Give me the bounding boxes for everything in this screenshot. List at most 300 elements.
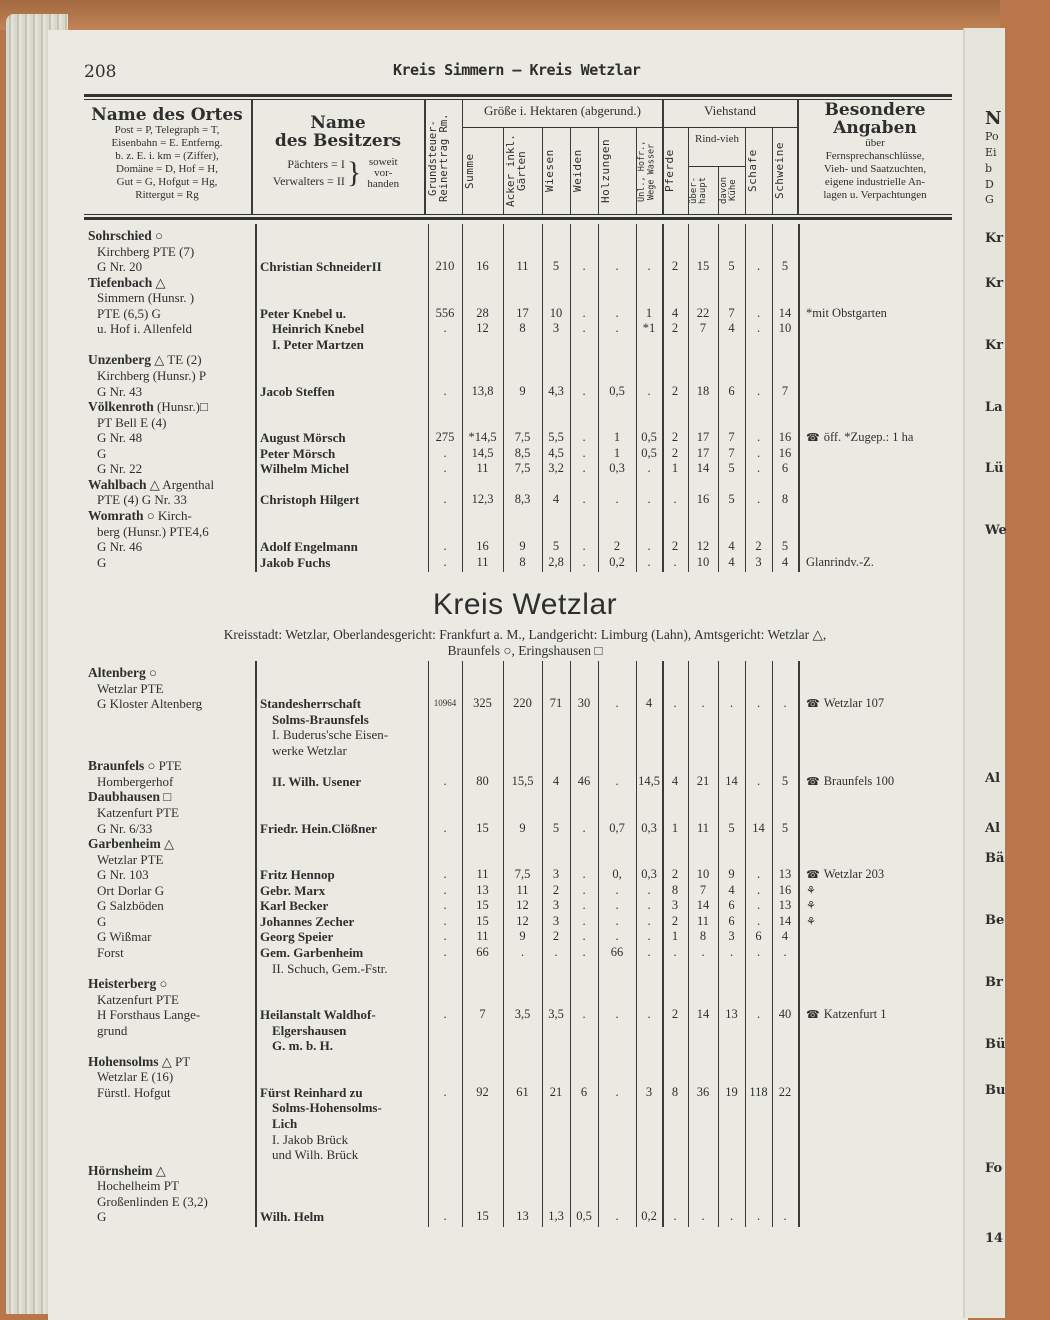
table-row (0, 789, 1000, 805)
value-cell: 556 (435, 305, 455, 320)
table-row (0, 727, 1000, 743)
table-row (0, 743, 1000, 759)
facing-page-text-fragment: La (985, 400, 1003, 415)
value-cell: 4 (728, 539, 735, 553)
value-cell: . (615, 929, 619, 944)
owner-name: Christoph Hilgert (260, 492, 360, 508)
tax-column-header: Grundsteuer-Reinertrag Rm. (427, 113, 450, 203)
value-cell: 2 (671, 430, 679, 445)
place-name-bold: Braunfels (88, 758, 145, 774)
table-row (0, 275, 1000, 291)
place-detail: Katzenfurt PTE (97, 805, 179, 820)
value-cell: . (701, 1209, 705, 1224)
notes-column-header (800, 101, 950, 202)
value-cell: 3 (728, 929, 735, 944)
facing-page-text-fragment: Br (985, 975, 1003, 990)
remark (806, 555, 874, 571)
table-row (0, 368, 1000, 384)
owner-name: Gebr. Marx (260, 882, 326, 898)
value-cell: 14,5 (638, 773, 660, 788)
value-cell: 2 (755, 539, 762, 553)
area-column-header-5: Unl., Hofr., Wege Wasser (637, 140, 657, 203)
value-cell: 28 (476, 305, 489, 320)
place-detail: G Nr. 43 (97, 383, 143, 399)
value-cell: 6 (755, 929, 762, 944)
value-cell: 11 (516, 259, 529, 274)
value-cell: 10 (696, 554, 710, 569)
owner-legend-tenant: Pächters = I (287, 157, 345, 171)
notes-legend-line: Vieh- und Saatzuchten, (823, 163, 927, 175)
value-cell: 22 (696, 305, 710, 320)
table-row (0, 883, 1000, 899)
value-cell: 5 (552, 259, 560, 274)
place-detail: G Nr. 22 (97, 461, 143, 477)
place-name-bold: Wahlbach (88, 476, 147, 492)
table-row (0, 399, 1000, 415)
value-cell: 13 (725, 1007, 738, 1022)
value-cell: . (615, 305, 619, 320)
table-row (0, 961, 1000, 977)
value-cell: 10 (778, 321, 792, 336)
value-cell: 2,8 (548, 554, 564, 569)
value-cell: 19 (725, 1084, 738, 1099)
value-cell: 15 (476, 898, 489, 913)
place-name (88, 477, 214, 493)
value-cell: . (615, 773, 619, 788)
value-cell: 13 (476, 882, 489, 897)
table-row (0, 461, 1000, 477)
notes-legend-line: lagen u. Verpachtungen (823, 189, 927, 201)
place-name (88, 228, 163, 244)
value-cell: . (443, 913, 447, 928)
cattle-column-header-0: über-haupt (689, 176, 708, 204)
place-name (88, 665, 157, 681)
place-symbol-and-station: △ PT (158, 1053, 191, 1069)
table-row (0, 352, 1000, 368)
table-row (0, 852, 1000, 868)
remark-text: Braunfels 100 (823, 773, 895, 788)
value-cell: 1 (671, 820, 679, 835)
place-name (88, 399, 208, 415)
value-cell: . (756, 383, 761, 398)
owner-name: Elgershausen (272, 1022, 347, 1038)
value-cell: 0,3 (641, 820, 657, 835)
place-detail: Forst (97, 944, 124, 960)
breeding-farm-icon: ⚘ (806, 899, 816, 913)
value-cell: 0,5 (609, 383, 625, 398)
value-cell: 36 (696, 1084, 710, 1099)
table-row (0, 805, 1000, 821)
value-cell: 11 (516, 882, 529, 897)
running-title: Kreis Simmern — Kreis Wetzlar (393, 61, 641, 79)
table-row (0, 898, 1000, 914)
place-column-legend (84, 124, 250, 202)
table-row (0, 446, 1000, 462)
value-cell: 6 (728, 913, 735, 928)
owner-name: Heilanstalt Waldhof- (260, 1007, 376, 1023)
place-name (88, 836, 174, 852)
value-cell: 11 (476, 554, 489, 569)
place-detail: Kirchberg PTE (7) (97, 243, 195, 259)
place-name-bold: Hohensolms (88, 1053, 159, 1069)
table-row (0, 1038, 1000, 1054)
value-cell: 15 (476, 913, 489, 928)
value-cell: 16 (778, 445, 792, 460)
table-row (0, 665, 1000, 681)
value-cell: . (647, 259, 651, 274)
livestock-group-rule (662, 127, 798, 128)
value-cell: *1 (642, 321, 656, 336)
notes-legend-line: Fernsprechanschlüsse, (825, 150, 925, 162)
place-legend-line: Gut = G, Hofgut = Hg, (116, 176, 218, 188)
value-cell: 3,2 (548, 461, 564, 476)
owner-name: Peter Knebel u. (260, 305, 347, 321)
value-cell: 12 (516, 913, 529, 928)
place-name-bold: Daubhausen (88, 789, 161, 805)
table-row (0, 929, 1000, 945)
place-detail: G Nr. 46 (97, 539, 143, 554)
remark-text: öff. *Zugep.: 1 ha (823, 430, 914, 445)
place-name-bold: Womrath (88, 507, 144, 523)
value-cell: 66 (476, 944, 489, 959)
value-cell: 0,7 (609, 820, 625, 835)
place-symbol-and-station: △ TE (2) (151, 352, 202, 368)
value-cell: 13 (516, 1209, 529, 1224)
value-cell: . (756, 696, 761, 711)
table-row (0, 992, 1000, 1008)
table-row (0, 836, 1000, 852)
cattle-group-rule (688, 166, 745, 167)
value-cell: 14 (778, 305, 792, 320)
value-cell: 325 (473, 696, 492, 711)
section-subtitle-line-1: Kreisstadt: Wetzlar, Oberlandesgericht: Frankfurt a. M., Landgericht: Limburg (Lahn), Amtsgericht: Wetzlar △, (223, 627, 827, 642)
place-detail: PT Bell E (4) (97, 414, 167, 430)
value-cell: 5 (781, 773, 789, 788)
value-cell: 8 (781, 492, 789, 507)
value-cell: 3 (671, 898, 679, 913)
value-cell: . (582, 445, 586, 460)
value-cell: . (756, 445, 761, 460)
value-cell: 11 (696, 820, 710, 835)
value-cell: . (615, 492, 619, 507)
value-cell: . (443, 929, 447, 944)
value-cell: 10964 (433, 698, 457, 709)
value-cell: . (615, 882, 619, 897)
value-cell: 1,3 (548, 1209, 564, 1224)
value-cell: 7,5 (514, 867, 531, 882)
value-cell: . (582, 383, 586, 398)
place-legend-line: b. z. E. i. km = (Ziffer), (115, 150, 219, 162)
facing-page-text-fragment: Kr (985, 276, 1004, 291)
value-cell: . (647, 383, 651, 398)
value-cell: 2 (671, 383, 679, 398)
brace: } (346, 156, 362, 189)
value-cell: . (443, 445, 447, 460)
value-cell: 7 (781, 383, 789, 398)
value-cell: 11 (476, 929, 489, 944)
place-name (88, 976, 167, 992)
value-cell: . (582, 913, 586, 928)
remark (806, 883, 820, 899)
owner-name: Karl Becker (260, 898, 329, 914)
area-column-header-0: Summe (463, 153, 476, 189)
value-cell: 7 (699, 321, 707, 336)
value-cell: 6 (728, 898, 735, 913)
value-cell: 9 (519, 539, 526, 553)
value-cell: . (443, 461, 447, 476)
table-row (0, 384, 1000, 400)
place-name-bold: Unzenberg (88, 352, 151, 368)
value-cell: . (443, 321, 447, 336)
telephone-icon: ☎ (806, 1008, 820, 1022)
value-cell: . (701, 944, 705, 959)
value-cell: 17 (696, 430, 710, 445)
value-cell: . (615, 259, 619, 274)
area-column-header-4: Holzungen (599, 138, 612, 204)
place-detail: G (97, 554, 107, 570)
value-cell: 4 (781, 554, 789, 569)
place-detail: G Nr. 48 (97, 430, 143, 446)
value-cell: 8 (671, 1084, 679, 1099)
value-cell: . (443, 867, 447, 882)
value-cell: 71 (549, 696, 563, 711)
value-cell: . (582, 820, 586, 835)
remark (806, 914, 820, 930)
value-cell: 2 (552, 929, 560, 944)
notes-legend-line: über (865, 137, 885, 149)
facing-page-text-fragment: b (985, 162, 993, 175)
owner-name: Jakob Fuchs (260, 554, 331, 570)
table-row (0, 867, 1000, 883)
value-cell: 11 (476, 461, 489, 476)
owner-name: II. Wilh. Usener (272, 773, 362, 789)
page-number: 208 (84, 62, 117, 82)
cattle-column-header-1: davon Kühe (719, 176, 738, 204)
value-cell: . (443, 1209, 447, 1224)
owner-title-2: des Besitzers (274, 131, 402, 151)
owner-name: Fritz Hennop (260, 867, 335, 883)
value-cell: . (647, 882, 651, 897)
place-legend-line: Domäne = D, Hof = H, (116, 163, 218, 175)
value-cell: . (443, 944, 447, 959)
value-cell: . (582, 461, 586, 476)
section-title-kreis-wetzlar: Kreis Wetzlar (432, 588, 618, 621)
owner-name: Standesherrschaft (260, 696, 362, 712)
table-row (0, 821, 1000, 837)
value-cell: 14 (752, 820, 765, 835)
value-cell: 10 (696, 867, 710, 882)
value-cell: 12 (516, 898, 529, 913)
place-name-bold: Hörnsheim (88, 1162, 153, 1178)
owner-name: I. Peter Martzen (272, 336, 364, 352)
telephone-icon: ☎ (806, 868, 820, 882)
place-detail: G (97, 1209, 107, 1225)
owner-legend-note: soweit vor-handen (367, 155, 400, 190)
value-cell: 3,5 (514, 1007, 531, 1022)
area-column-header-1: Acker inkl. Gärten (504, 134, 528, 208)
value-cell: 275 (435, 430, 455, 445)
notes-legend-line: eigene industrielle An- (824, 176, 926, 188)
value-cell: 16 (778, 430, 792, 445)
value-cell: 61 (516, 1084, 529, 1099)
sheep-column-header: Schafe (746, 149, 759, 193)
value-cell: . (756, 305, 761, 320)
value-cell: . (756, 430, 761, 445)
place-name-bold: Altenberg (88, 665, 146, 680)
value-cell: . (783, 944, 787, 959)
value-cell: 7 (479, 1007, 486, 1022)
value-cell: . (756, 882, 761, 897)
owner-name: Georg Speier (260, 929, 334, 945)
place-detail: Ort Dorlar G (97, 882, 165, 898)
place-symbol-and-station: ○ PTE (144, 758, 182, 774)
value-cell: 17 (516, 305, 529, 320)
value-cell: 5 (552, 539, 560, 553)
value-cell: . (443, 1007, 447, 1022)
breeding-farm-icon: ⚘ (806, 883, 816, 897)
value-cell: . (756, 492, 761, 507)
owner-name: Gem. Garbenheim (260, 944, 364, 960)
value-cell: 2 (671, 539, 679, 553)
header-divider (797, 100, 799, 214)
value-cell: . (756, 461, 761, 476)
table-row (0, 228, 1000, 244)
value-cell: 2 (671, 259, 679, 274)
value-cell: 5 (552, 820, 560, 835)
place-name-bold: Garbenheim (88, 836, 161, 851)
facing-page-text-fragment: 14 (985, 1231, 1004, 1246)
value-cell: . (615, 321, 619, 336)
value-cell: 7 (728, 445, 735, 460)
value-cell: 0,5 (576, 1209, 592, 1224)
value-cell: . (783, 696, 787, 711)
table-row (0, 1116, 1000, 1132)
remark-text: Katzenfurt 1 (823, 1007, 887, 1022)
value-cell: . (443, 1084, 447, 1099)
value-cell: 0,3 (609, 461, 625, 476)
owner-name: Jacob Steffen (260, 383, 335, 399)
value-cell: . (582, 259, 586, 274)
table-row (0, 1023, 1000, 1039)
value-cell: . (756, 773, 761, 788)
place-name (88, 789, 171, 805)
value-cell: 14 (696, 461, 710, 476)
value-cell: 12,3 (471, 492, 494, 507)
facing-page-text-fragment: Bu (985, 1083, 1006, 1098)
table-row (0, 259, 1000, 275)
value-cell: 7,5 (514, 430, 531, 445)
value-cell: 15 (476, 820, 489, 835)
value-cell: 8,3 (514, 492, 531, 507)
table-row (0, 337, 1000, 353)
value-cell: . (582, 305, 586, 320)
value-cell: 9 (519, 383, 526, 398)
value-cell: . (756, 259, 761, 274)
place-detail: Kirchberg (Hunsr.) P (97, 368, 207, 383)
table-row (0, 508, 1000, 524)
header-bottom-rule-thin (84, 214, 952, 215)
place-symbol-and-station: △ Argenthal (146, 476, 215, 492)
table-row (0, 1209, 1000, 1225)
header-bottom-rule (84, 217, 952, 220)
area-column-header-3: Weiden (571, 149, 584, 193)
value-cell: . (520, 944, 525, 959)
value-cell: 17 (696, 445, 710, 460)
breeding-farm-icon: ⚘ (806, 914, 816, 928)
value-cell: 11 (696, 913, 710, 928)
facing-page-text-fragment: Kr (985, 338, 1004, 353)
table-row (0, 712, 1000, 728)
value-cell: 1 (613, 430, 621, 445)
value-cell: 8 (699, 929, 707, 944)
table-row (0, 1069, 1000, 1085)
table-row (0, 244, 1000, 260)
value-cell: . (582, 539, 586, 553)
value-cell: 30 (577, 696, 591, 711)
value-cell: 9 (728, 867, 735, 882)
value-cell: 5 (728, 461, 735, 476)
place-detail: G Nr. 103 (97, 867, 149, 883)
value-cell: . (582, 898, 586, 913)
remark (806, 898, 820, 914)
table-row (0, 1161, 1003, 1179)
table-row (0, 945, 1000, 961)
place-symbol-and-station: □ (160, 789, 172, 805)
place-detail: Großenlinden E (3,2) (97, 1193, 208, 1209)
header-top-rule (84, 94, 952, 97)
table-row (0, 555, 1000, 571)
place-symbol-and-station: △ (160, 836, 174, 851)
value-cell: 14 (696, 1007, 710, 1022)
owner-title-1: Name (310, 113, 366, 133)
value-cell: 3 (552, 898, 560, 913)
table-row (0, 1085, 1000, 1101)
value-cell: 16 (696, 492, 710, 507)
owner-name: Wilhelm Michel (260, 461, 349, 477)
value-cell: . (756, 944, 761, 959)
value-cell: . (756, 1007, 761, 1022)
area-group-rule (462, 127, 662, 128)
value-cell: . (443, 882, 447, 897)
value-cell: . (756, 1209, 761, 1224)
table-row (0, 290, 1000, 306)
place-name (88, 352, 202, 368)
value-cell: 13 (778, 898, 792, 913)
value-cell: . (582, 882, 586, 897)
place-detail: grund (97, 1022, 128, 1038)
value-cell: . (582, 492, 586, 507)
place-symbol-and-station: ○ (151, 228, 163, 243)
value-cell: 12 (476, 321, 489, 336)
remark (806, 1007, 887, 1023)
notes-column-legend (800, 137, 950, 202)
table-row (0, 976, 1000, 992)
place-detail: PTE (6,5) G (97, 305, 161, 321)
value-cell: 8 (519, 554, 526, 569)
value-cell: 3 (645, 1084, 653, 1099)
value-cell: 7 (699, 882, 707, 897)
value-cell: . (673, 554, 677, 569)
value-cell: 21 (696, 773, 710, 788)
remark-text: Glanrindv.-Z. (806, 554, 874, 569)
place-detail: PTE (4) G Nr. 33 (97, 492, 187, 508)
facing-page-text-fragment: Al (985, 771, 1001, 786)
value-cell: . (582, 867, 586, 882)
value-cell: 2 (671, 445, 679, 460)
horses-column-header: Pferde (663, 149, 676, 193)
table-row (0, 1007, 1000, 1023)
value-cell: 0,5 (641, 445, 657, 460)
